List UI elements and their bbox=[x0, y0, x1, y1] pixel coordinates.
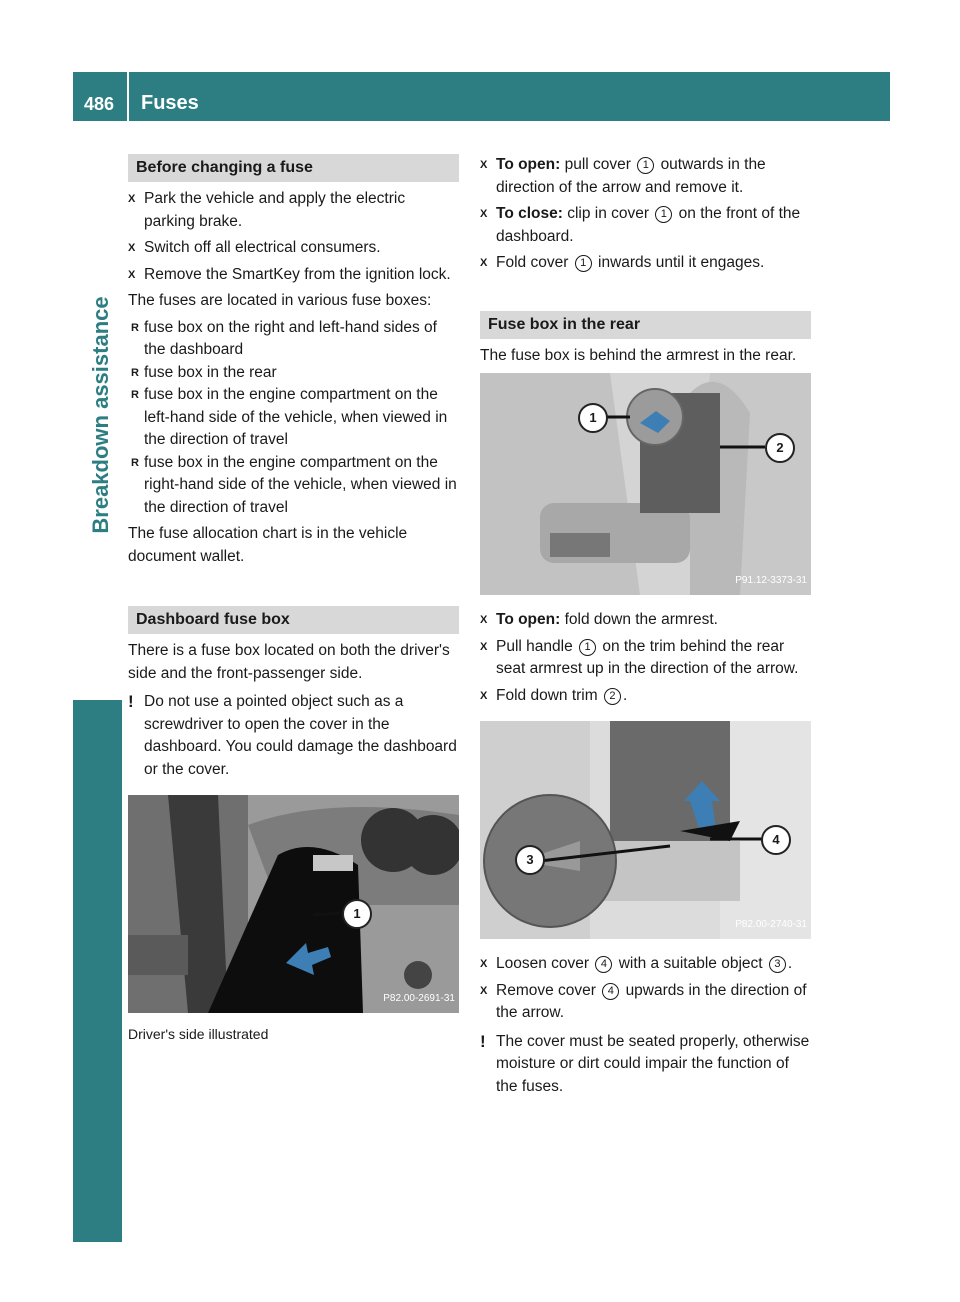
callout-3: 3 bbox=[515, 845, 545, 875]
section-heading-rear: Fuse box in the rear bbox=[480, 311, 811, 339]
callout-ref: 1 bbox=[575, 255, 592, 272]
figure-rear-armrest bbox=[480, 373, 811, 595]
warning-text: The cover must be seated properly, otherwise moisture or dirt could impair the function of the fuses. bbox=[496, 1032, 810, 1095]
callout-1: 1 bbox=[578, 403, 608, 433]
step-item: X Park the vehicle and apply the electric parking brake. bbox=[128, 188, 459, 233]
section-tab bbox=[86, 132, 116, 697]
paragraph: There is a fuse box located on both the driver's side and the front-passenger side. bbox=[128, 642, 450, 682]
header-bar bbox=[73, 72, 890, 121]
warning-note bbox=[480, 1031, 811, 1099]
figure-rear-cover bbox=[480, 721, 811, 939]
cover-illustration bbox=[480, 721, 811, 939]
callout-ref: 1 bbox=[637, 157, 654, 174]
warning-icon: ! bbox=[128, 692, 134, 711]
figure-caption: Driver's side illustrated bbox=[128, 1026, 269, 1042]
step-item: X Remove the SmartKey from the ignition lock. bbox=[128, 264, 459, 287]
warning-note bbox=[128, 691, 459, 781]
figure-code: P91.12-3373-31 bbox=[735, 574, 807, 586]
step-to-open: X To open: pull cover 1 outwards in the direction of the arrow and remove it. bbox=[480, 154, 811, 199]
bullet-item: R fuse box in the engine compartment on the right-hand side of the vehicle, when viewed in the direction of travel bbox=[128, 452, 459, 520]
bullet-item: R fuse box on the right and left-hand sides of the dashboard bbox=[128, 317, 459, 362]
step-item: X Switch off all electrical consumers. bbox=[128, 237, 459, 260]
callout-2: 2 bbox=[765, 433, 795, 463]
callout-ref: 4 bbox=[602, 983, 619, 1000]
left-column bbox=[128, 154, 459, 1046]
figure-code: P82.00-2740-31 bbox=[735, 918, 807, 930]
page-title: Fuses bbox=[141, 92, 199, 114]
paragraph: The fuse allocation chart is in the vehicle document wallet. bbox=[128, 525, 408, 565]
bullet-item: R fuse box in the engine compartment on the left-hand side of the vehicle, when viewed in the direction of travel bbox=[128, 384, 459, 452]
step-open-armrest: X To open: fold down the armrest. bbox=[480, 609, 811, 632]
dashboard-illustration bbox=[128, 795, 459, 1013]
callout-ref: 3 bbox=[769, 956, 786, 973]
step-loosen-cover: X Loosen cover 4 with a suitable object 3 . bbox=[480, 953, 811, 976]
warning-text: Do not use a pointed object such as a screwdriver to open the cover in the dashboard. You could damage the dashboard or the cover. bbox=[144, 693, 457, 778]
figure-code: P82.00-2691-31 bbox=[383, 992, 455, 1004]
step-remove-cover: X Remove cover 4 upwards in the direction of the arrow. bbox=[480, 980, 811, 1025]
figure-dashboard bbox=[128, 795, 459, 1013]
header-divider bbox=[127, 72, 129, 121]
step-pull-handle: X Pull handle 1 on the trim behind the rear seat armrest up in the direction of the arrow. bbox=[480, 636, 811, 681]
bullet-item: R fuse box in the rear bbox=[128, 362, 459, 385]
right-column bbox=[480, 154, 811, 1104]
step-fold-cover: X Fold cover 1 inwards until it engages. bbox=[480, 252, 811, 275]
step-to-close: X To close: clip in cover 1 on the front of the dashboard. bbox=[480, 203, 811, 248]
step-fold-trim: X Fold down trim 2 . bbox=[480, 685, 811, 708]
paragraph: The fuse box is behind the armrest in the rear. bbox=[480, 346, 797, 364]
page-number: 486 bbox=[83, 94, 115, 114]
section-heading-before: Before changing a fuse bbox=[128, 154, 459, 182]
callout-1: 1 bbox=[342, 899, 372, 929]
callout-ref: 1 bbox=[579, 639, 596, 656]
section-tab-block bbox=[73, 700, 122, 1242]
callout-4: 4 bbox=[761, 825, 791, 855]
section-tab-label: Breakdown assistance bbox=[88, 295, 113, 534]
callout-ref: 1 bbox=[655, 206, 672, 223]
callout-ref: 4 bbox=[595, 956, 612, 973]
warning-icon: ! bbox=[480, 1031, 486, 1051]
armrest-illustration bbox=[480, 373, 811, 595]
callout-ref: 2 bbox=[604, 688, 621, 705]
paragraph: The fuses are located in various fuse boxes: bbox=[128, 292, 432, 309]
section-heading-dashboard: Dashboard fuse box bbox=[128, 606, 459, 634]
